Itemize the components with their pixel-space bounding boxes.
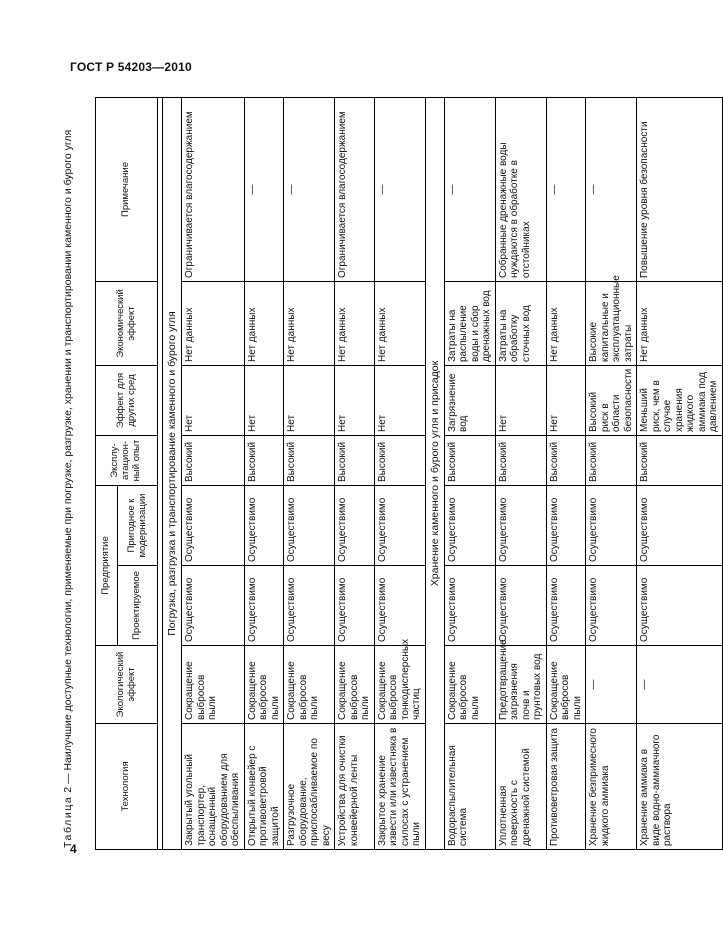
col-header-economic: Экономический эффект xyxy=(96,282,158,366)
cell-technology: Закрытый угольный транспортер, оснащенный оборудованием для обеспыливания xyxy=(182,724,245,850)
cell-cross-media: Высокий риск в области безопасности xyxy=(586,366,637,436)
cell-economic: Нет данных xyxy=(244,282,284,366)
cell-operational: Высокий xyxy=(374,436,425,486)
table-caption xyxy=(62,130,74,848)
cell-economic: Затраты на обработку сточных вод xyxy=(495,282,546,366)
cell-operational: Высокий xyxy=(244,436,284,486)
col-header-ecological: Экологический эффект xyxy=(96,646,158,724)
cell-ecological: Предотвращение загрязнения почв и грунтовых вод xyxy=(495,646,546,724)
cell-note: — xyxy=(244,98,284,282)
cell-economic: Нет данных xyxy=(637,282,723,366)
cell-modernization: Осуществимо xyxy=(444,486,495,566)
col-header-operational: Эксплу-атацион-ный опыт xyxy=(96,436,158,486)
cell-designed: Осуществимо xyxy=(244,566,284,646)
table-row xyxy=(637,98,723,850)
cell-technology: Хранение аммиака в виде водно-аммиачного раствора xyxy=(637,724,723,850)
cell-designed: Осуществимо xyxy=(374,566,425,646)
cell-ecological: Сокращение выбросов тонкодисперсных частиц xyxy=(374,646,425,724)
cell-ecological: Сокращение выбросов пыли xyxy=(335,646,375,724)
table-caption-label: Таблица xyxy=(62,795,74,848)
page-header: ГОСТ Р 54203—2010 xyxy=(70,60,192,74)
cell-note: Повышение уровня безопасности xyxy=(637,98,723,282)
table-row xyxy=(374,98,425,850)
table-row xyxy=(546,98,586,850)
cell-cross-media: Нет xyxy=(495,366,546,436)
cell-economic: Нет данных xyxy=(284,282,335,366)
cell-cross-media: Загрязнение вод xyxy=(444,366,495,436)
cell-note: — xyxy=(546,98,586,282)
cell-ecological: — xyxy=(586,646,637,724)
col-header-modernization: Пригодное к модернизации xyxy=(118,486,158,566)
cell-designed: Осуществимо xyxy=(335,566,375,646)
section-title: Хранение каменного и бурого угля и присадок xyxy=(425,98,444,850)
table-row xyxy=(586,98,637,850)
cell-ecological: Сокращение выбросов пыли xyxy=(244,646,284,724)
cell-economic: Нет данных xyxy=(546,282,586,366)
cell-cross-media: Нет xyxy=(244,366,284,436)
cell-operational: Высокий xyxy=(444,436,495,486)
col-header-enterprise: Предприятие xyxy=(96,486,118,646)
cell-ecological: Сокращение выбросов пыли xyxy=(182,646,245,724)
col-header-designed: Проектируемое xyxy=(118,566,158,646)
table-row xyxy=(335,98,375,850)
table-row xyxy=(244,98,284,850)
cell-designed: Осуществимо xyxy=(637,566,723,646)
cell-cross-media: Меньший риск, чем в случае хранения жидкого аммиака под давлением xyxy=(637,366,723,436)
table-row xyxy=(495,98,546,850)
cell-operational: Высокий xyxy=(637,436,723,486)
col-header-note: Примечание xyxy=(96,98,158,282)
cell-cross-media: Нет xyxy=(182,366,245,436)
table-row xyxy=(444,98,495,850)
cell-note: Собранные дренажные воды нуждаются в обработке в отстойниках xyxy=(495,98,546,282)
cell-operational: Высокий xyxy=(586,436,637,486)
cell-designed: Осуществимо xyxy=(546,566,586,646)
cell-cross-media: Нет xyxy=(546,366,586,436)
cell-ecological: Сокращение выбросов пыли xyxy=(546,646,586,724)
cell-technology: Водораспылительная система xyxy=(444,724,495,850)
cell-cross-media: Нет xyxy=(374,366,425,436)
cell-note: Ограничивается влагосодержанием xyxy=(335,98,375,282)
cell-designed: Осуществимо xyxy=(586,566,637,646)
cell-operational: Высокий xyxy=(335,436,375,486)
cell-note: Ограничивается влагосодержанием xyxy=(182,98,245,282)
table-row xyxy=(182,98,245,850)
cell-modernization: Осуществимо xyxy=(586,486,637,566)
page-number: 4 xyxy=(70,842,77,856)
cell-technology: Противоветровая защита xyxy=(546,724,586,850)
cell-operational: Высокий xyxy=(182,436,245,486)
cell-cross-media: Нет xyxy=(335,366,375,436)
cell-modernization: Осуществимо xyxy=(335,486,375,566)
cell-technology: Устройства для очистки конвейерной ленты xyxy=(335,724,375,850)
cell-note: — xyxy=(374,98,425,282)
cell-designed: Осуществимо xyxy=(182,566,245,646)
cell-technology: Открытый конвейер с противоветровой защитой xyxy=(244,724,284,850)
cell-technology: Уплотненная поверхность с дренажной системой xyxy=(495,724,546,850)
cell-ecological: — xyxy=(637,646,723,724)
cell-technology: Закрытое хранение извести или известняка в силосах с устранением пыли xyxy=(374,724,425,850)
cell-designed: Осуществимо xyxy=(495,566,546,646)
rotated-table-container xyxy=(95,98,720,850)
cell-technology: Хранение безпримесного жидкого аммиака xyxy=(586,724,637,850)
cell-modernization: Осуществимо xyxy=(182,486,245,566)
bat-table xyxy=(95,97,723,850)
col-header-cross-media: Эффект для других сред xyxy=(96,366,158,436)
cell-modernization: Осуществимо xyxy=(374,486,425,566)
cell-technology: Разгрузочное оборудование, приспосабливаемое по весу xyxy=(284,724,335,850)
cell-economic: Нет данных xyxy=(182,282,245,366)
cell-note: — xyxy=(586,98,637,282)
cell-economic: Высокие капитальные и эксплуатационные затраты xyxy=(586,282,637,366)
cell-modernization: Осуществимо xyxy=(495,486,546,566)
cell-operational: Высокий xyxy=(546,436,586,486)
cell-modernization: Осуществимо xyxy=(244,486,284,566)
cell-modernization: Осуществимо xyxy=(637,486,723,566)
cell-cross-media: Нет xyxy=(284,366,335,436)
table-row xyxy=(284,98,335,850)
cell-economic: Нет данных xyxy=(374,282,425,366)
cell-economic: Нет данных xyxy=(335,282,375,366)
cell-economic: Затраты на распыление воды и сбор дренажных вод xyxy=(444,282,495,366)
cell-designed: Осуществимо xyxy=(444,566,495,646)
cell-ecological: Сокращение выбросов пыли xyxy=(444,646,495,724)
cell-note: — xyxy=(444,98,495,282)
section-2 xyxy=(425,98,722,850)
cell-operational: Высокий xyxy=(495,436,546,486)
section-title: Погрузка, разгрузка и транспортирование каменного и бурого угля xyxy=(163,98,182,850)
cell-designed: Осуществимо xyxy=(284,566,335,646)
cell-ecological: Сокращение выбросов пыли xyxy=(284,646,335,724)
cell-modernization: Осуществимо xyxy=(284,486,335,566)
cell-operational: Высокий xyxy=(284,436,335,486)
cell-modernization: Осуществимо xyxy=(546,486,586,566)
cell-note: — xyxy=(284,98,335,282)
section-1 xyxy=(163,98,426,850)
col-header-technology: Технология xyxy=(96,724,158,850)
table-caption-text: 2 — Наилучшие доступные технологии, применяемые при погрузке, разгрузке, хранении и транспортировании каменного и бурого угля xyxy=(62,129,74,796)
